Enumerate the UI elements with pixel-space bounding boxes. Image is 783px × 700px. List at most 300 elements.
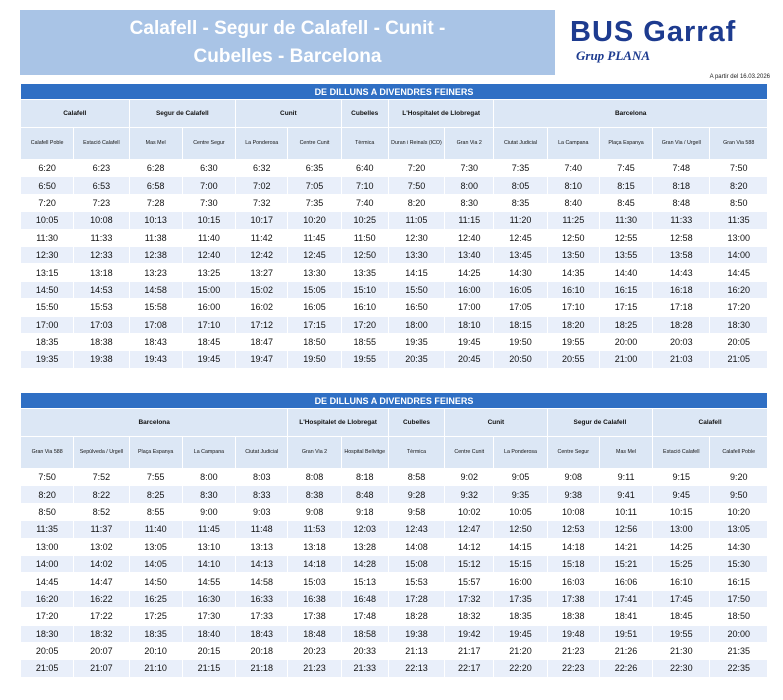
departure-time: 17:22 <box>74 608 129 625</box>
departure-time: 14:50 <box>129 573 182 590</box>
departure-time: 17:38 <box>288 608 341 625</box>
departure-time: 15:00 <box>182 281 235 298</box>
departure-time: 13:05 <box>129 538 182 555</box>
departure-time: 17:10 <box>182 316 235 333</box>
departure-time: 7:48 <box>653 160 710 177</box>
stop-header: La Ponderosa <box>236 128 288 160</box>
departure-time: 17:50 <box>710 590 768 607</box>
departure-time: 9:08 <box>547 469 599 486</box>
departure-time: 21:23 <box>547 642 599 659</box>
departure-time: 9:20 <box>710 469 768 486</box>
departure-time: 15:10 <box>341 281 388 298</box>
table-row <box>21 299 768 316</box>
departure-time: 8:15 <box>599 177 652 194</box>
departure-time: 18:25 <box>599 316 652 333</box>
town-header-row <box>21 100 768 128</box>
departure-time: 13:27 <box>236 264 288 281</box>
departure-time: 10:02 <box>445 503 494 520</box>
departure-time: 18:38 <box>547 608 599 625</box>
departure-time: 11:35 <box>21 521 74 538</box>
departure-time: 17:20 <box>21 608 74 625</box>
departure-time: 17:00 <box>21 316 74 333</box>
departure-time: 14:58 <box>236 573 288 590</box>
departure-time: 11:45 <box>182 521 235 538</box>
departure-time: 9:32 <box>445 486 494 503</box>
route-title-line-1: Calafell - Segur de Calafell - Cunit - <box>129 17 446 39</box>
departure-time: 13:23 <box>129 264 182 281</box>
departure-time: 8:25 <box>129 486 182 503</box>
departure-time: 12:33 <box>74 246 129 263</box>
departure-time: 12:42 <box>236 246 288 263</box>
bus-garraf-logo <box>570 16 770 70</box>
departure-time: 17:30 <box>182 608 235 625</box>
departure-time: 16:00 <box>445 281 494 298</box>
departure-time: 9:18 <box>341 503 388 520</box>
departure-time: 16:15 <box>599 281 652 298</box>
departure-time: 9:41 <box>599 486 652 503</box>
table-row <box>21 625 768 642</box>
departure-time: 17:15 <box>288 316 341 333</box>
departure-time: 21:13 <box>388 642 444 659</box>
table-row <box>21 590 768 607</box>
departure-time: 11:15 <box>445 212 494 229</box>
departure-time: 15:03 <box>288 573 341 590</box>
departure-time: 18:47 <box>236 333 288 350</box>
departure-time: 16:02 <box>236 299 288 316</box>
stop-header: Plaça Espanya <box>129 437 182 469</box>
departure-time: 16:48 <box>341 590 388 607</box>
departure-time: 16:03 <box>547 573 599 590</box>
departure-time: 12:45 <box>494 229 547 246</box>
town-header: Calafell <box>21 100 130 128</box>
departure-time: 18:30 <box>21 625 74 642</box>
stop-header: Tèrmica <box>388 437 444 469</box>
departure-time: 20:05 <box>710 333 768 350</box>
departure-time: 10:13 <box>129 212 182 229</box>
departure-time: 18:30 <box>710 316 768 333</box>
departure-time: 14:05 <box>129 555 182 572</box>
departure-time: 13:40 <box>445 246 494 263</box>
departure-time: 11:33 <box>653 212 710 229</box>
departure-time: 17:12 <box>236 316 288 333</box>
departure-time: 15:08 <box>388 555 444 572</box>
departure-time: 20:00 <box>710 625 768 642</box>
departure-time: 12:30 <box>388 229 444 246</box>
departure-time: 14:25 <box>445 264 494 281</box>
departure-time: 11:25 <box>547 212 599 229</box>
departure-time: 8:50 <box>21 503 74 520</box>
logo-main-text: BUS Garraf <box>570 16 737 48</box>
departure-time: 9:58 <box>388 503 444 520</box>
departure-time: 16:38 <box>288 590 341 607</box>
departure-time: 21:00 <box>599 351 652 368</box>
departure-time: 18:50 <box>288 333 341 350</box>
departure-time: 14:58 <box>129 281 182 298</box>
departure-time: 21:35 <box>710 642 768 659</box>
departure-time: 13:50 <box>547 246 599 263</box>
departure-time: 14:25 <box>653 538 710 555</box>
departure-time: 20:45 <box>445 351 494 368</box>
departure-time: 8:18 <box>341 469 388 486</box>
departure-time: 11:30 <box>599 212 652 229</box>
stop-header: La Campana <box>182 437 235 469</box>
departure-time: 16:18 <box>653 281 710 298</box>
departure-time: 8:52 <box>74 503 129 520</box>
departure-time: 13:30 <box>288 264 341 281</box>
departure-time: 10:08 <box>74 212 129 229</box>
departure-time: 15:30 <box>710 555 768 572</box>
departure-time: 13:00 <box>653 521 710 538</box>
departure-time: 18:00 <box>388 316 444 333</box>
departure-time: 20:23 <box>288 642 341 659</box>
departure-time: 19:55 <box>547 333 599 350</box>
departure-time: 17:25 <box>129 608 182 625</box>
departure-time: 20:35 <box>388 351 444 368</box>
departure-time: 17:45 <box>653 590 710 607</box>
departure-time: 17:00 <box>445 299 494 316</box>
departure-time: 9:08 <box>288 503 341 520</box>
departure-time: 22:20 <box>494 660 547 677</box>
departure-time: 8:30 <box>445 194 494 211</box>
departure-time: 19:43 <box>129 351 182 368</box>
departure-time: 7:10 <box>341 177 388 194</box>
departure-time: 22:26 <box>599 660 652 677</box>
departure-time: 13:35 <box>341 264 388 281</box>
departure-time: 12:58 <box>653 229 710 246</box>
departure-time: 16:10 <box>341 299 388 316</box>
table-row <box>21 229 768 246</box>
departure-time: 13:28 <box>341 538 388 555</box>
departure-time: 9:03 <box>236 503 288 520</box>
departure-time: 14:50 <box>21 281 74 298</box>
departure-time: 19:35 <box>388 333 444 350</box>
departure-time: 9:35 <box>494 486 547 503</box>
table-row <box>21 333 768 350</box>
departure-time: 18:32 <box>74 625 129 642</box>
departure-time: 22:13 <box>388 660 444 677</box>
departure-time: 14:00 <box>710 246 768 263</box>
departure-time: 19:55 <box>653 625 710 642</box>
departure-time: 18:20 <box>547 316 599 333</box>
departure-time: 7:40 <box>341 194 388 211</box>
departure-time: 17:05 <box>494 299 547 316</box>
departure-time: 18:58 <box>341 625 388 642</box>
departure-time: 9:11 <box>599 469 652 486</box>
departure-time: 10:08 <box>547 503 599 520</box>
departure-time: 18:38 <box>74 333 129 350</box>
departure-time: 15:05 <box>288 281 341 298</box>
departure-time: 16:50 <box>388 299 444 316</box>
departure-time: 9:15 <box>653 469 710 486</box>
departure-time: 14:47 <box>74 573 129 590</box>
departure-time: 21:03 <box>653 351 710 368</box>
town-header: Cunit <box>445 409 548 437</box>
departure-time: 11:38 <box>129 229 182 246</box>
departure-time: 9:28 <box>388 486 444 503</box>
departure-time: 7:30 <box>182 194 235 211</box>
departure-time: 22:17 <box>445 660 494 677</box>
table-row <box>21 160 768 177</box>
departure-time: 21:33 <box>341 660 388 677</box>
departure-time: 13:13 <box>236 538 288 555</box>
town-header: Barcelona <box>21 409 288 437</box>
departure-time: 15:13 <box>341 573 388 590</box>
departure-time: 8:03 <box>236 469 288 486</box>
table-row <box>21 469 768 486</box>
departure-time: 17:03 <box>74 316 129 333</box>
table-row <box>21 608 768 625</box>
departure-time: 7:32 <box>236 194 288 211</box>
departure-time: 18:28 <box>388 608 444 625</box>
departure-time: 16:10 <box>547 281 599 298</box>
departure-time: 21:10 <box>129 660 182 677</box>
stop-header: Calafell Poble <box>21 128 74 160</box>
departure-time: 8:30 <box>182 486 235 503</box>
departure-time: 6:32 <box>236 160 288 177</box>
departure-time: 21:15 <box>182 660 235 677</box>
stop-header: Estació Calafell <box>74 128 129 160</box>
departure-time: 14:10 <box>182 555 235 572</box>
valid-from-date: A partir del 16.03.2026 <box>709 74 770 80</box>
departure-time: 19:42 <box>445 625 494 642</box>
departure-time: 16:00 <box>494 573 547 590</box>
departure-time: 11:40 <box>129 521 182 538</box>
departure-time: 21:23 <box>288 660 341 677</box>
departure-time: 16:06 <box>599 573 652 590</box>
departure-time: 10:15 <box>653 503 710 520</box>
departure-time: 9:05 <box>494 469 547 486</box>
departure-time: 18:40 <box>182 625 235 642</box>
departure-time: 13:02 <box>74 538 129 555</box>
departure-time: 8:18 <box>653 177 710 194</box>
departure-time: 21:26 <box>599 642 652 659</box>
departure-time: 7:50 <box>388 177 444 194</box>
departure-time: 7:30 <box>445 160 494 177</box>
table-row <box>21 264 768 281</box>
departure-time: 18:45 <box>182 333 235 350</box>
departure-time: 6:40 <box>341 160 388 177</box>
departure-time: 15:18 <box>547 555 599 572</box>
departure-time: 21:17 <box>445 642 494 659</box>
departure-time: 11:45 <box>288 229 341 246</box>
table-row <box>21 660 768 677</box>
town-header: Barcelona <box>494 100 768 128</box>
route-title-line-2: Cubelles - Barcelona <box>193 45 382 67</box>
departure-time: 17:41 <box>599 590 652 607</box>
departure-time: 8:05 <box>494 177 547 194</box>
departure-time: 6:50 <box>21 177 74 194</box>
stop-header: Mas Mel <box>129 128 182 160</box>
stop-header: Gran Via 588 <box>21 437 74 469</box>
stop-header: Plaça Espanya <box>599 128 652 160</box>
departure-time: 14:35 <box>547 264 599 281</box>
departure-time: 11:20 <box>494 212 547 229</box>
departure-time: 18:45 <box>653 608 710 625</box>
table-row <box>21 573 768 590</box>
town-header: Segur de Calafell <box>547 409 653 437</box>
departure-time: 12:38 <box>129 246 182 263</box>
departure-time: 6:53 <box>74 177 129 194</box>
table-row <box>21 503 768 520</box>
departure-time: 20:18 <box>236 642 288 659</box>
departure-time: 19:45 <box>494 625 547 642</box>
departure-time: 12:53 <box>547 521 599 538</box>
departure-time: 17:20 <box>710 299 768 316</box>
stop-header: Tèrmica <box>341 128 388 160</box>
departure-time: 8:20 <box>710 177 768 194</box>
departure-time: 18:35 <box>21 333 74 350</box>
departure-time: 15:50 <box>21 299 74 316</box>
departure-time: 11:40 <box>182 229 235 246</box>
departure-time: 14:55 <box>182 573 235 590</box>
departure-time: 17:10 <box>547 299 599 316</box>
departure-time: 7:45 <box>599 160 652 177</box>
stop-header-row <box>21 437 768 469</box>
departure-time: 18:48 <box>288 625 341 642</box>
departure-time: 14:40 <box>599 264 652 281</box>
departure-time: 8:20 <box>388 194 444 211</box>
town-header: Cubelles <box>341 100 388 128</box>
departure-time: 13:18 <box>288 538 341 555</box>
departure-time: 16:05 <box>494 281 547 298</box>
departure-time: 8:35 <box>494 194 547 211</box>
departure-time: 6:28 <box>129 160 182 177</box>
departure-time: 16:20 <box>710 281 768 298</box>
departure-time: 7:23 <box>74 194 129 211</box>
departure-time: 11:33 <box>74 229 129 246</box>
departure-time: 14:15 <box>494 538 547 555</box>
departure-time: 7:20 <box>388 160 444 177</box>
departure-time: 9:50 <box>710 486 768 503</box>
section-title: DE DILLUNS A DIVENDRES FEINERS <box>21 84 768 100</box>
stop-header: Estació Calafell <box>653 437 710 469</box>
departure-time: 14:13 <box>236 555 288 572</box>
departure-time: 10:11 <box>599 503 652 520</box>
departure-time: 7:20 <box>21 194 74 211</box>
departure-time: 13:00 <box>21 538 74 555</box>
stop-header: Centre Cunit <box>288 128 341 160</box>
departure-time: 17:18 <box>653 299 710 316</box>
departure-time: 17:32 <box>445 590 494 607</box>
departure-time: 12:47 <box>445 521 494 538</box>
departure-time: 14:00 <box>21 555 74 572</box>
stop-header: Ciutat Judicial <box>236 437 288 469</box>
departure-time: 8:08 <box>288 469 341 486</box>
departure-time: 17:15 <box>599 299 652 316</box>
departure-time: 14:30 <box>710 538 768 555</box>
departure-time: 18:43 <box>129 333 182 350</box>
departure-time: 8:10 <box>547 177 599 194</box>
town-header: Cubelles <box>388 409 444 437</box>
departure-time: 14:15 <box>388 264 444 281</box>
departure-time: 8:00 <box>445 177 494 194</box>
departure-time: 7:35 <box>288 194 341 211</box>
departure-time: 14:12 <box>445 538 494 555</box>
departure-time: 19:45 <box>445 333 494 350</box>
departure-time: 8:55 <box>129 503 182 520</box>
departure-time: 22:35 <box>710 660 768 677</box>
departure-time: 12:45 <box>288 246 341 263</box>
departure-time: 9:02 <box>445 469 494 486</box>
departure-time: 7:35 <box>494 160 547 177</box>
departure-time: 20:10 <box>129 642 182 659</box>
departure-time: 11:53 <box>288 521 341 538</box>
departure-time: 14:18 <box>547 538 599 555</box>
departure-time: 21:05 <box>21 660 74 677</box>
departure-time: 14:08 <box>388 538 444 555</box>
departure-time: 18:28 <box>653 316 710 333</box>
departure-time: 13:25 <box>182 264 235 281</box>
departure-time: 8:48 <box>653 194 710 211</box>
departure-time: 7:05 <box>288 177 341 194</box>
departure-time: 13:05 <box>710 521 768 538</box>
departure-time: 20:55 <box>547 351 599 368</box>
departure-time: 10:20 <box>710 503 768 520</box>
departure-time: 7:50 <box>21 469 74 486</box>
departure-time: 8:45 <box>599 194 652 211</box>
departure-time: 8:33 <box>236 486 288 503</box>
stop-header: Centre Segur <box>182 128 235 160</box>
table-row <box>21 521 768 538</box>
town-header: Calafell <box>653 409 768 437</box>
stop-header: Centre Segur <box>547 437 599 469</box>
departure-time: 15:21 <box>599 555 652 572</box>
departure-time: 20:03 <box>653 333 710 350</box>
departure-time: 13:10 <box>182 538 235 555</box>
departure-time: 18:32 <box>445 608 494 625</box>
departure-time: 6:23 <box>74 160 129 177</box>
departure-time: 19:50 <box>494 333 547 350</box>
departure-time: 15:57 <box>445 573 494 590</box>
departure-time: 10:25 <box>341 212 388 229</box>
table-row <box>21 212 768 229</box>
departure-time: 16:25 <box>129 590 182 607</box>
departure-time: 10:05 <box>21 212 74 229</box>
departure-time: 8:40 <box>547 194 599 211</box>
stop-header: Hospital Bellvitge <box>341 437 388 469</box>
town-header: L'Hospitalet de Llobregat <box>388 100 494 128</box>
departure-time: 9:00 <box>182 503 235 520</box>
table-row <box>21 316 768 333</box>
departure-time: 16:15 <box>710 573 768 590</box>
timetable-outbound <box>20 83 768 369</box>
departure-time: 21:07 <box>74 660 129 677</box>
departure-time: 18:10 <box>445 316 494 333</box>
departure-time: 12:56 <box>599 521 652 538</box>
departure-time: 12:40 <box>182 246 235 263</box>
departure-time: 18:55 <box>341 333 388 350</box>
departure-time: 15:15 <box>494 555 547 572</box>
departure-time: 9:45 <box>653 486 710 503</box>
departure-time: 14:45 <box>710 264 768 281</box>
departure-time: 13:15 <box>21 264 74 281</box>
departure-time: 7:00 <box>182 177 235 194</box>
timetable-return <box>20 392 768 678</box>
departure-time: 17:38 <box>547 590 599 607</box>
departure-time: 16:30 <box>182 590 235 607</box>
departure-time: 14:43 <box>653 264 710 281</box>
departure-time: 12:55 <box>599 229 652 246</box>
departure-time: 7:28 <box>129 194 182 211</box>
departure-time: 8:48 <box>341 486 388 503</box>
departure-time: 13:55 <box>599 246 652 263</box>
departure-time: 12:50 <box>494 521 547 538</box>
departure-time: 18:35 <box>494 608 547 625</box>
departure-time: 17:35 <box>494 590 547 607</box>
departure-time: 15:02 <box>236 281 288 298</box>
departure-time: 20:00 <box>599 333 652 350</box>
town-header: Cunit <box>236 100 342 128</box>
